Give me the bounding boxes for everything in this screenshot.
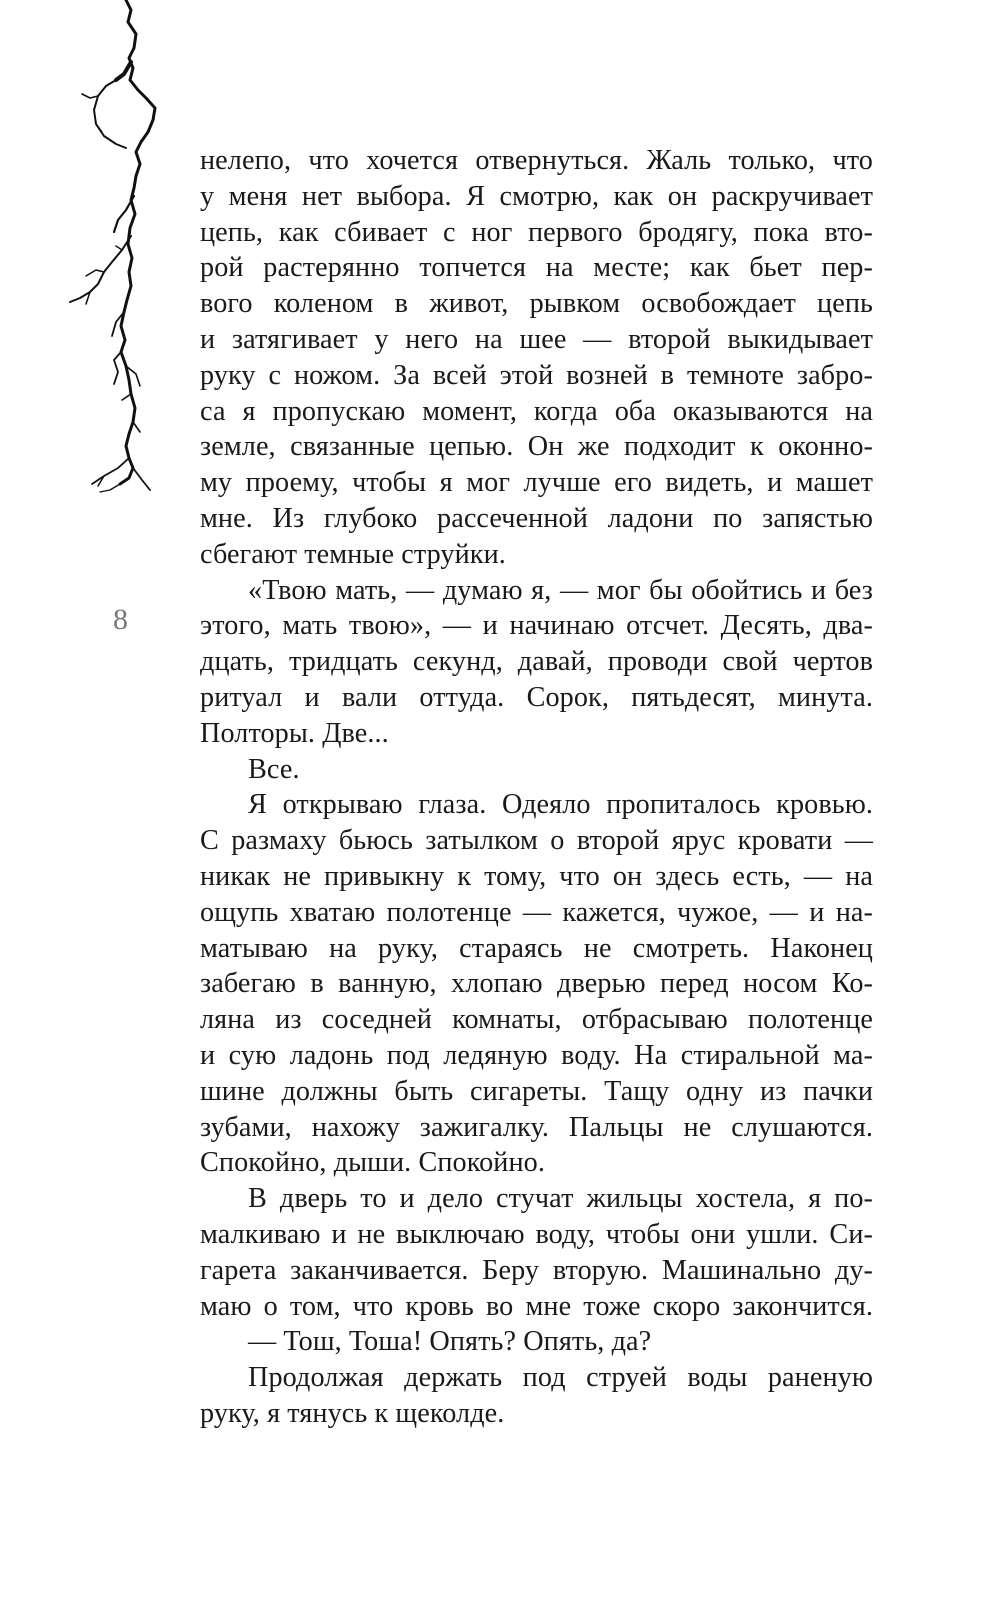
text-line: са я пропускаю момент, когда оба оказываются на bbox=[200, 395, 873, 427]
text-line: С размаху бьюсь затылком о второй ярус кровати — bbox=[200, 825, 873, 857]
text-line: забегаю в ванную, хлопаю дверью перед носом Ко- bbox=[200, 968, 873, 1000]
text-line: малкиваю и не выключаю воду, чтобы они ушли. Си- bbox=[200, 1218, 873, 1250]
text-line: Все. bbox=[248, 753, 300, 785]
text-line: дцать, тридцать секунд, давай, проводи свой чертов bbox=[200, 646, 873, 678]
text-line: матываю на руку, стараясь не смотреть. Наконец bbox=[200, 932, 873, 964]
paragraph bbox=[200, 1324, 873, 1360]
text-line: рой растерянно топчется на месте; как бьет пер- bbox=[200, 252, 873, 284]
text-line: Продолжая держать под струей воды раненую bbox=[248, 1362, 873, 1394]
paragraph bbox=[200, 787, 873, 1181]
text-line: ощупь хватаю полотенце — кажется, чужое, — и на- bbox=[200, 896, 873, 928]
text-line: «Твою мать, — думаю я, — мог бы обойтись и без bbox=[248, 574, 873, 606]
text-line: ляна из соседней комнаты, отбрасываю полотенце bbox=[200, 1004, 873, 1036]
paragraph bbox=[200, 1181, 873, 1324]
text-line: земле, связанные цепью. Он же подходит к оконно- bbox=[200, 431, 873, 463]
text-line: гарета заканчивается. Беру вторую. Машинально ду- bbox=[200, 1254, 873, 1286]
text-line: — Тош, Тоша! Опять? Опять, да? bbox=[248, 1326, 652, 1358]
paragraph bbox=[200, 143, 873, 573]
text-line: никак не привыкну к тому, что он здесь есть, — на bbox=[200, 860, 873, 892]
paragraph bbox=[200, 752, 873, 788]
text-line: сбегают темные струйки. bbox=[200, 538, 506, 570]
paragraph bbox=[200, 1360, 873, 1432]
text-line: и сую ладонь под ледяную воду. На стиральной ма- bbox=[200, 1039, 873, 1071]
text-line: шине должны быть сигареты. Тащу одну из пачки bbox=[200, 1075, 873, 1107]
text-line: и затягивает у него на шее — второй выкидывает bbox=[200, 323, 873, 355]
text-line: В дверь то и дело стучат жильцы хостела, я по- bbox=[248, 1183, 873, 1215]
text-line: руку с ножом. За всей этой возней в темноте забро- bbox=[200, 359, 873, 391]
text-line: этого, мать твою», — и начинаю отсчет. Десять, два- bbox=[200, 610, 873, 642]
text-line: цепь, как сбивает с ног первого бродягу, пока вто- bbox=[200, 216, 873, 248]
text-line: ритуал и вали оттуда. Сорок, пятьдесят, минута. bbox=[200, 681, 873, 713]
text-line: Я открываю глаза. Одеяло пропиталось кровью. bbox=[248, 789, 873, 821]
text-line: му проему, чтобы я мог лучше его видеть, и машет bbox=[200, 467, 873, 499]
text-line: мне. Из глубоко рассеченной ладони по запястью bbox=[200, 502, 873, 534]
text-line: нелепо, что хочется отвернуться. Жаль только, что bbox=[200, 145, 873, 176]
paragraph bbox=[200, 573, 873, 752]
text-line: руку, я тянусь к щеколде. bbox=[200, 1397, 505, 1429]
page-number: 8 bbox=[113, 603, 128, 636]
text-line: Полторы. Две... bbox=[200, 717, 389, 749]
body-text bbox=[200, 143, 873, 1432]
crack-decoration bbox=[0, 0, 200, 540]
text-line: вого коленом в живот, рывком освобождает цепь bbox=[200, 288, 873, 320]
text-line: зубами, нахожу зажигалку. Пальцы не слушаются. bbox=[200, 1111, 873, 1143]
text-line: Спокойно, дыши. Спокойно. bbox=[200, 1147, 546, 1179]
text-line: маю о том, что кровь во мне тоже скоро закончится. bbox=[200, 1290, 873, 1322]
text-line: у меня нет выбора. Я смотрю, как он раскручивает bbox=[200, 180, 873, 212]
